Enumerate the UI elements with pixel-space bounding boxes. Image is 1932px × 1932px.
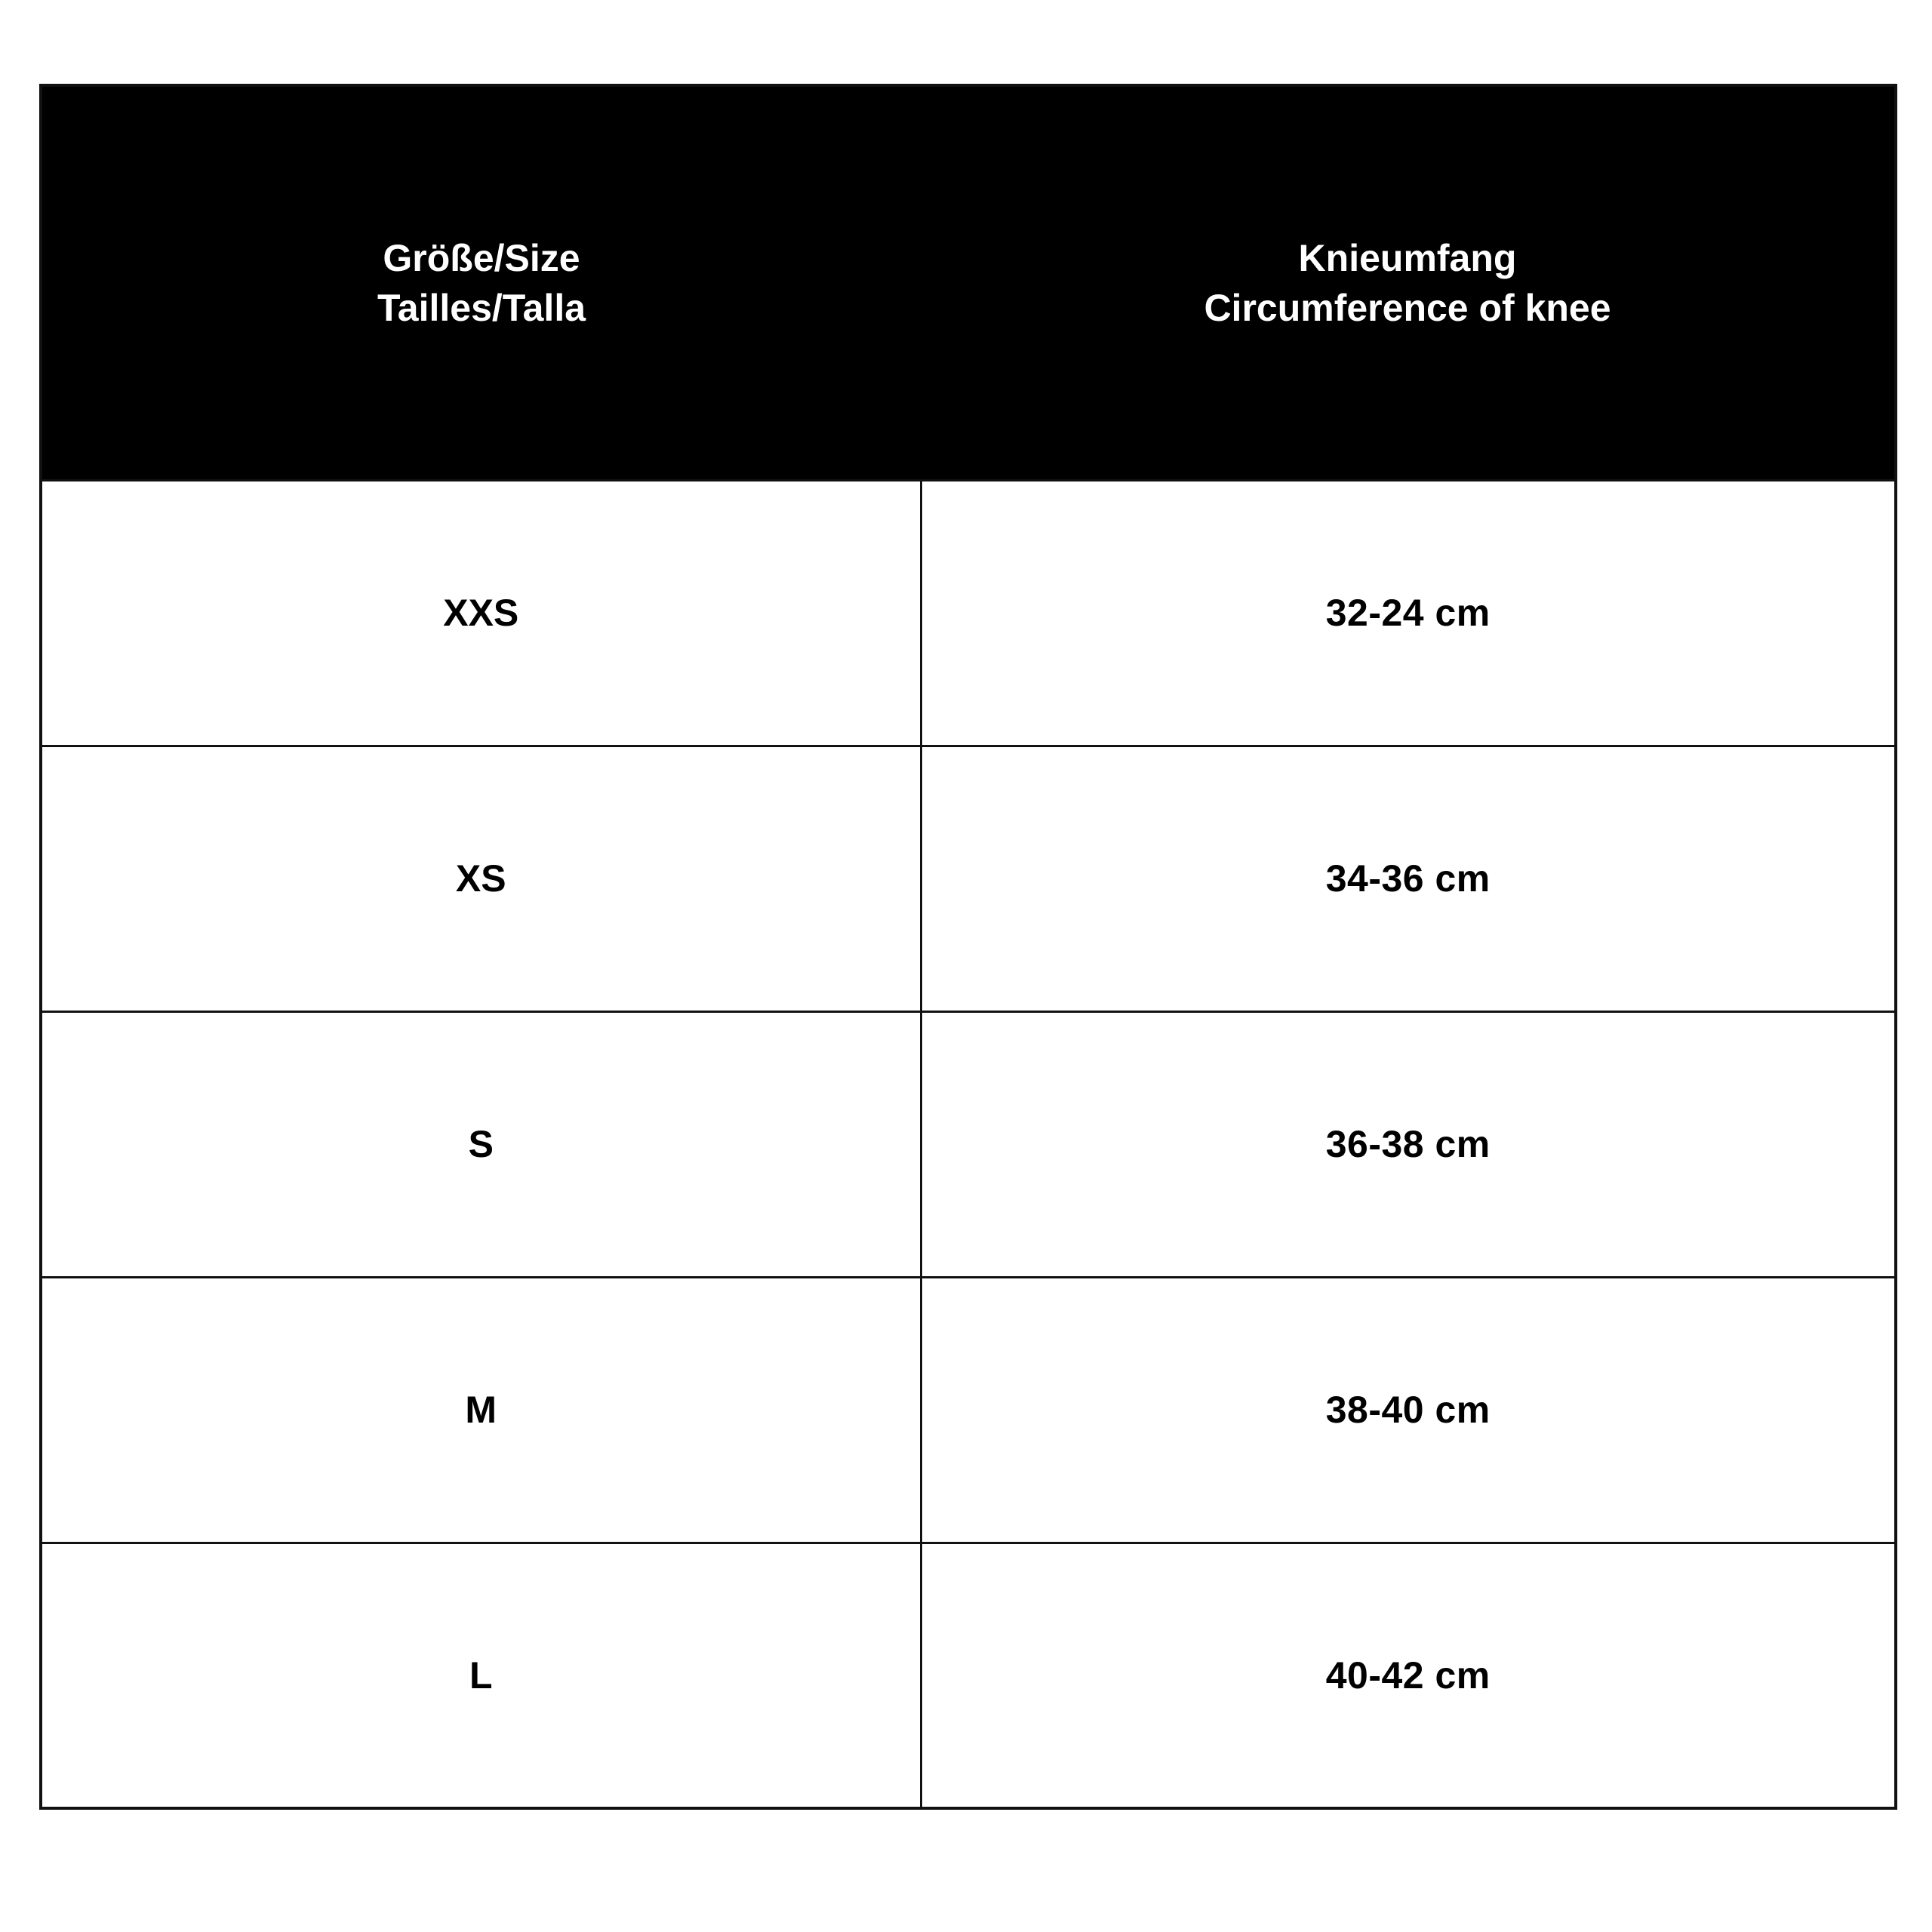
size-cell: XXS [41, 480, 921, 746]
range-cell: 40-42 cm [921, 1543, 1896, 1808]
size-cell: XS [41, 746, 921, 1011]
table-row [41, 1277, 1896, 1543]
table-row [41, 746, 1896, 1011]
range-cell: 34-36 cm [921, 746, 1896, 1011]
table-body [41, 480, 1896, 1808]
header-size-line1: Größe/Size [383, 236, 580, 279]
size-cell: S [41, 1011, 921, 1277]
size-cell: L [41, 1543, 921, 1808]
header-knee-circumference [921, 85, 1896, 480]
table-header [41, 85, 1896, 480]
table-row [41, 1543, 1896, 1808]
header-knee-line1: Knieumfang [1298, 236, 1517, 279]
header-row [41, 85, 1896, 480]
table-row [41, 1011, 1896, 1277]
range-cell: 38-40 cm [921, 1277, 1896, 1543]
size-cell: M [41, 1277, 921, 1543]
header-size [41, 85, 921, 480]
header-size-line2: Tailles/Talla [377, 286, 586, 329]
size-chart-table [39, 84, 1897, 1810]
range-cell: 36-38 cm [921, 1011, 1896, 1277]
table-row [41, 480, 1896, 746]
range-cell: 32-24 cm [921, 480, 1896, 746]
header-knee-line2: Circumference of knee [1204, 286, 1611, 329]
